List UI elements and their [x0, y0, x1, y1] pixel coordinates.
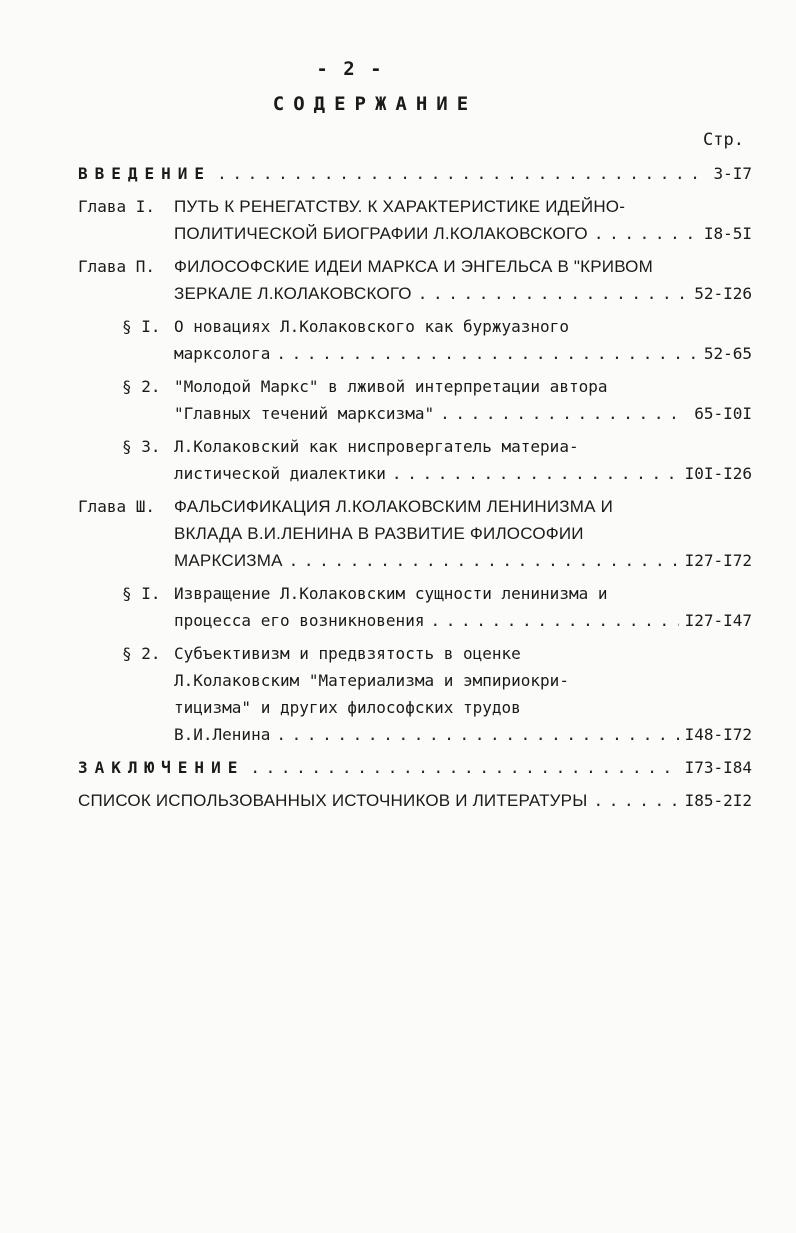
section-label: § 2.	[122, 377, 161, 396]
section-label: § I.	[122, 584, 161, 603]
entry-title-line: ВКЛАДА В.И.ЛЕНИНА В РАЗВИТИЕ ФИЛОСОФИИ	[174, 524, 584, 543]
entry-title-line: марксолога	[174, 344, 271, 363]
entry-title-line: тицизма" и других философских трудов	[174, 698, 521, 717]
entry-pages: I27-I72	[684, 551, 752, 570]
entry-title-line: Субъективизм и предвзятость в оценке	[174, 644, 521, 663]
toc-entry-chapter-1[interactable]	[78, 193, 752, 247]
entry-title-line: ФАЛЬСИФИКАЦИЯ Л.КОЛАКОВСКИМ ЛЕНИНИЗМА И	[174, 497, 613, 516]
dot-leader	[289, 547, 679, 574]
pages-column-header: Стр.	[703, 130, 744, 150]
entry-title-line: ЗЕРКАЛЕ Л.КОЛАКОВСКОГО	[174, 284, 412, 303]
entry-title: ВВЕДЕНИЕ	[78, 164, 212, 183]
entry-pages: I48-I72	[684, 725, 752, 744]
entry-title-line: ФИЛОСОФСКИЕ ИДЕИ МАРКСА И ЭНГЕЛЬСА В "КРИВОМ	[174, 257, 653, 276]
entry-title-line: Извращение Л.Колаковским сущности ленинизма и	[174, 584, 608, 603]
entry-title-line: О новациях Л.Колаковского как буржуазного	[174, 317, 569, 336]
dot-leader	[276, 721, 678, 748]
entry-title-line: Л.Колаковским "Материализма и эмпириокри-	[174, 671, 569, 690]
dot-leader	[392, 460, 679, 487]
toc-entry-chapter-2[interactable]	[78, 253, 752, 307]
entry-title-line: "Главных течений марксизма"	[174, 404, 435, 423]
entry-title-line: листической диалектики	[174, 464, 386, 483]
entry-title-line: процесса его возникновения	[174, 611, 425, 630]
dot-leader	[594, 220, 698, 247]
toc-entry-introduction[interactable]	[78, 160, 752, 187]
toc-entry-chapter-2-section-1[interactable]	[78, 313, 752, 367]
entry-title-line: МАРКСИЗМА	[174, 551, 283, 570]
section-label: § 3.	[122, 437, 161, 456]
dot-leader	[276, 340, 698, 367]
dot-leader	[217, 160, 707, 187]
dot-leader	[593, 787, 678, 814]
entry-pages: I85-2I2	[684, 791, 752, 810]
page-title: СОДЕРЖАНИЕ	[272, 93, 478, 115]
entry-pages: 52-I26	[694, 284, 752, 303]
chapter-label: Глава Ш.	[78, 497, 156, 516]
dot-leader	[418, 280, 689, 307]
entry-pages: I0I-I26	[684, 464, 752, 483]
dot-leader	[430, 607, 678, 634]
entry-title-line: В.И.Ленина	[174, 725, 271, 744]
chapter-label: Глава I.	[78, 197, 156, 216]
entry-pages: 65-I0I	[694, 404, 752, 423]
entry-title-line: ПОЛИТИЧЕСКОЙ БИОГРАФИИ Л.КОЛАКОВСКОГО	[174, 224, 588, 243]
entry-title-line: Л.Колаковский как ниспровергатель материа-	[174, 437, 579, 456]
toc-entry-bibliography[interactable]	[78, 787, 752, 814]
toc-entry-chapter-3-section-2[interactable]	[78, 640, 752, 748]
chapter-label: Глава П.	[78, 257, 156, 276]
entry-title: ЗАКЛЮЧЕНИЕ	[78, 758, 245, 777]
entry-pages: I73-I84	[684, 758, 752, 777]
section-label: § 2.	[122, 644, 161, 663]
section-label: § I.	[122, 317, 161, 336]
table-of-contents	[78, 160, 752, 820]
entry-pages: 52-65	[703, 344, 752, 363]
toc-entry-chapter-2-section-2[interactable]	[78, 373, 752, 427]
entry-pages: I27-I47	[684, 611, 752, 630]
toc-entry-conclusion[interactable]	[78, 754, 752, 781]
toc-entry-chapter-2-section-3[interactable]	[78, 433, 752, 487]
entry-title-line: ПУТЬ К РЕНЕГАТСТВУ. К ХАРАКТЕРИСТИКЕ ИДЕЙНО-	[174, 197, 626, 216]
entry-title-line: "Молодой Маркс" в лживой интерпретации автора	[174, 377, 608, 396]
entry-title: СПИСОК ИСПОЛЬЗОВАННЫХ ИСТОЧНИКОВ И ЛИТЕРАТУРЫ	[78, 791, 588, 810]
entry-pages: I8-5I	[703, 224, 752, 243]
page-number: - 2 -	[316, 58, 384, 80]
toc-entry-chapter-3-section-1[interactable]	[78, 580, 752, 634]
toc-entry-chapter-3[interactable]	[78, 493, 752, 574]
entry-pages: 3-I7	[713, 164, 752, 183]
dot-leader	[250, 754, 678, 781]
dot-leader	[440, 400, 688, 427]
